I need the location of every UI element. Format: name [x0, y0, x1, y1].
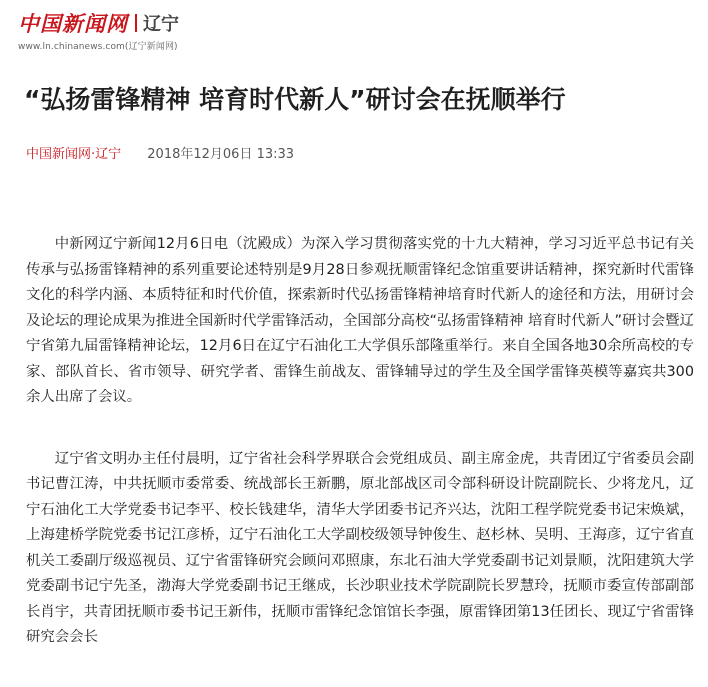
logo-divider: [135, 14, 137, 32]
article-source-link[interactable]: 中国新闻网·辽宁: [26, 147, 122, 162]
article-meta: [26, 146, 294, 164]
logo-text: 中国新闻网: [18, 11, 128, 36]
site-url: www.ln.chinanews.com(辽宁新闻网): [18, 42, 178, 52]
article-paragraph: 中新网辽宁新闻12月6日电（沈殿成）为深入学习贯彻落实党的十九大精神，学习习近平总书记有关传承与弘扬雷锋精神的系列重要论述特别是9月28日参观抚顺雷锋纪念馆重要讲话精神，探究新时代雷锋文化的科学内涵、本质特征和时代价值，探索新时代弘扬雷锋精神培育时代新人的途径和方法，用研讨会及论坛的理论成果为推进全国新时代学雷锋活动，全国部分高校“弘扬雷锋精神 培育时代新人”研讨会暨辽宁省第九届雷锋精神论坛，12月6日在辽宁石油化工大学俱乐部隆重举行。来自全国各地30余所高校的专家、部队首长、省市领导、研究学者、雷锋生前战友、雷锋辅导过的学生及全国学雷锋英模等嘉宾共300余人出席了会议。: [26, 236, 694, 405]
site-header: [18, 10, 318, 58]
site-logo[interactable]: [18, 10, 318, 36]
article-paragraph: 辽宁省文明办主任付晨明，辽宁省社会科学界联合会党组成员、副主席金虎，共青团辽宁省委员会副书记曹江涛，中共抚顺市委常委、统战部长王新鹏，原北部战区司令部科研设计院副院长、少将龙凡，辽宁石油化工大学党委书记李平、校长钱建华，清华大学团委书记齐兴达，沈阳工程学院党委书记宋焕斌，上海建桥学院党委书记江彦桥，辽宁石油化工大学副校级领导钟俊生、赵杉林、吴明、王海彦，辽宁省直机关工委副厅级巡视员、辽宁省雷锋研究会顾问邓照康，东北石油大学党委副书记刘景顺，沈阳建筑大学党委副书记宁先圣，渤海大学党委副书记王继成，长沙职业技术学院副院长罗慧玲，抚顺市委宣传部副部长肖宇，共青团抚顺市委书记王新伟，抚顺市雷锋纪念馆馆长李强，原雷锋团第13任团长、现辽宁省雷锋研究会会长: [26, 450, 694, 645]
logo-region: 辽宁: [143, 14, 179, 35]
article-title: “弘扬雷锋精神 培育时代新人”研讨会在抚顺举行: [24, 85, 566, 114]
article-body: [26, 232, 694, 687]
article-datetime: 2018年12月06日 13:33: [147, 147, 295, 162]
